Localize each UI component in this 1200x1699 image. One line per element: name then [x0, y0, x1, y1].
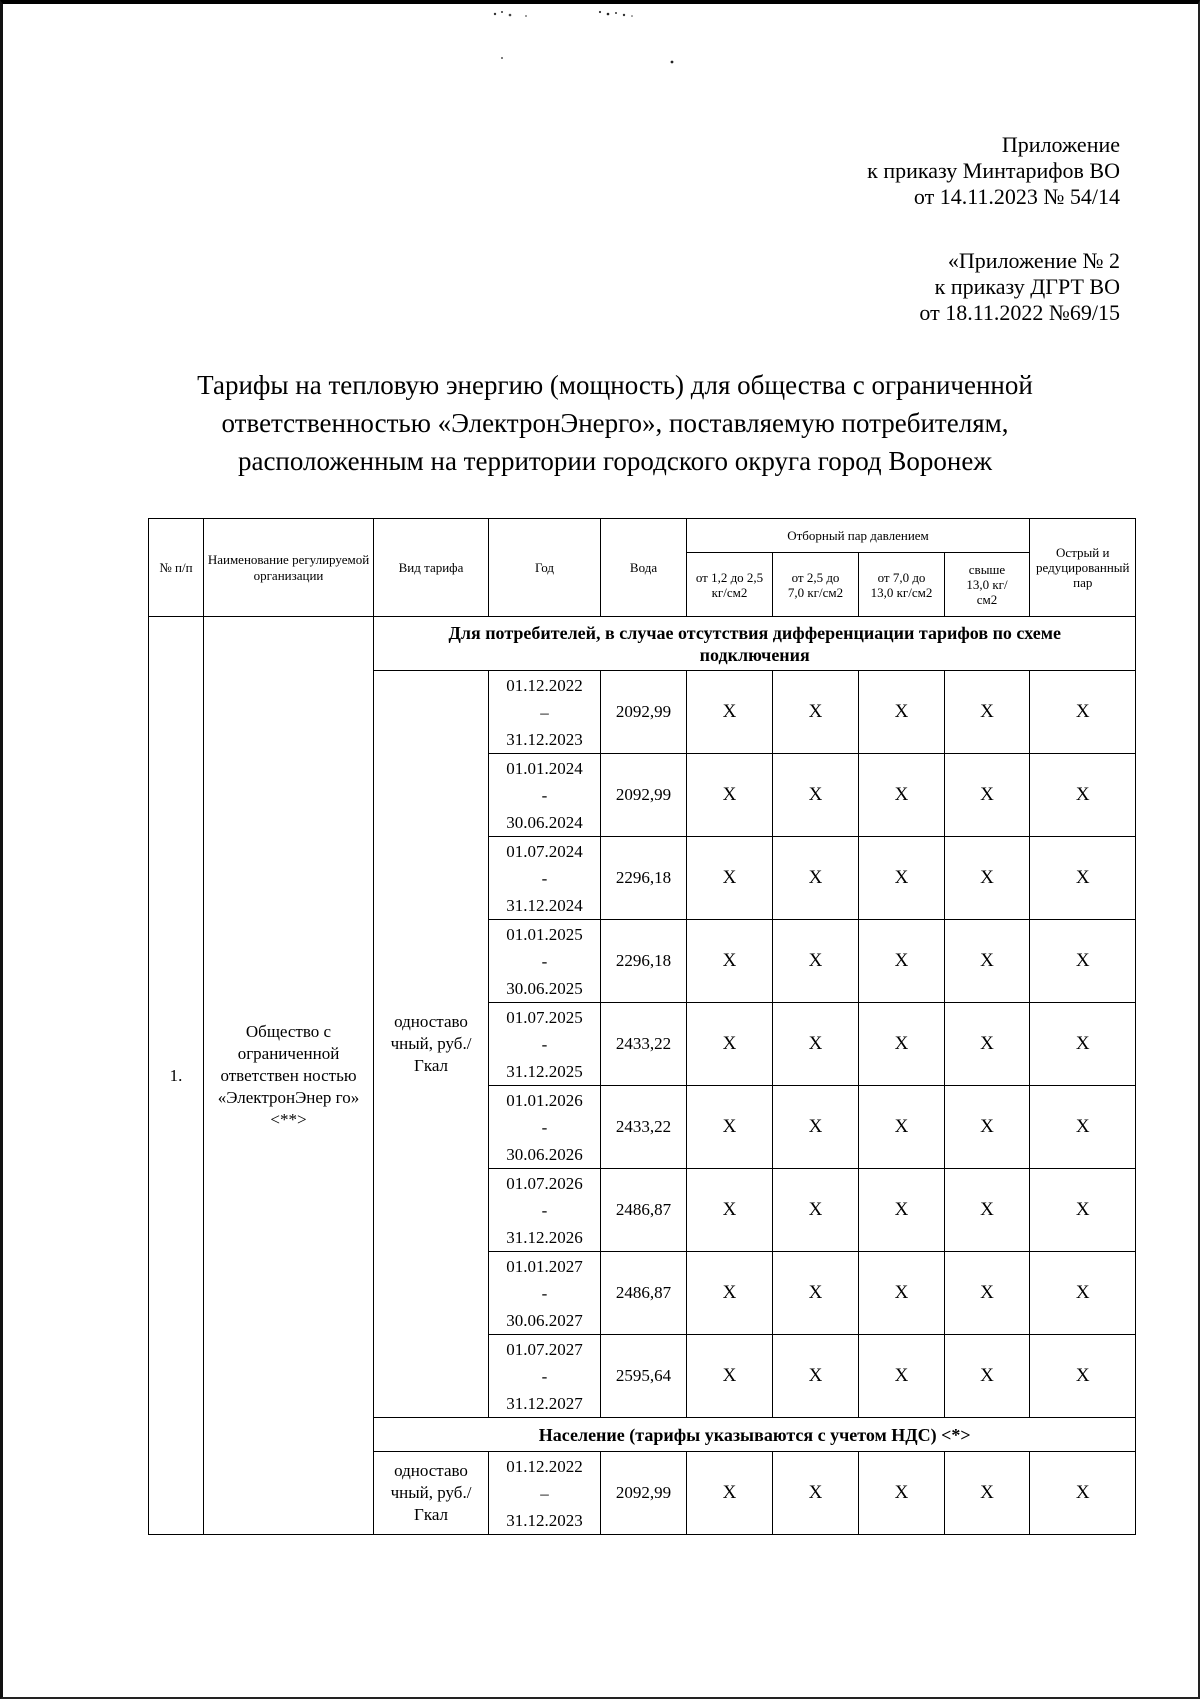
x-mark: X: [1030, 754, 1136, 837]
section-header-consumers: Для потребителей, в случае отсутствия дифференциации тарифов по схеме подключения: [374, 617, 1136, 671]
x-mark: X: [687, 1086, 773, 1169]
title-line: расположенным на территории городского округа город Воронеж: [237, 446, 993, 476]
period-start: 01.01.2025: [506, 924, 583, 944]
appendix-line: Приложение: [1001, 132, 1120, 157]
col-header-org: Наименование регулируемой организации: [204, 519, 374, 617]
x-mark: X: [687, 837, 773, 920]
period-cell: [489, 1086, 601, 1169]
row-number: 1.: [149, 617, 204, 1535]
period-end: 30.06.2027: [506, 1310, 583, 1330]
col-header-water: Вода: [601, 519, 687, 617]
period-cell: [489, 1003, 601, 1086]
x-mark: X: [687, 754, 773, 837]
x-mark: X: [687, 1169, 773, 1252]
x-mark: X: [859, 1003, 945, 1086]
period-cell: [489, 920, 601, 1003]
period-end: 30.06.2024: [506, 812, 583, 832]
x-mark: X: [687, 920, 773, 1003]
water-value: 2433,22: [601, 1003, 687, 1086]
x-mark: X: [945, 1086, 1030, 1169]
water-value: 2296,18: [601, 920, 687, 1003]
period-start: 01.12.2022: [506, 1456, 583, 1476]
x-mark: X: [773, 837, 859, 920]
x-mark: X: [1030, 837, 1136, 920]
period-cell: [489, 837, 601, 920]
x-mark: X: [773, 1252, 859, 1335]
x-mark: X: [945, 1252, 1030, 1335]
water-value: 2486,87: [601, 1169, 687, 1252]
period-cell: [489, 754, 601, 837]
x-mark: X: [773, 754, 859, 837]
period-cell: [489, 1452, 601, 1535]
period-sep: -: [541, 1117, 548, 1137]
period-sep: –: [540, 1483, 549, 1503]
x-mark: X: [773, 1086, 859, 1169]
appendix2-line: к приказу ДГРТ ВО: [934, 274, 1120, 299]
appendix2-line: от 18.11.2022 №69/15: [919, 300, 1120, 325]
x-mark: X: [773, 671, 859, 754]
x-mark: X: [687, 1003, 773, 1086]
x-mark: X: [1030, 1252, 1136, 1335]
x-mark: X: [859, 837, 945, 920]
period-start: 01.01.2026: [506, 1090, 583, 1110]
x-mark: X: [945, 754, 1030, 837]
x-mark: X: [773, 1452, 859, 1535]
period-end: 31.12.2027: [506, 1393, 583, 1413]
period-start: 01.01.2024: [506, 758, 583, 778]
col-header-sharp-steam: Острый и редуцированный пар: [1030, 519, 1136, 617]
period-cell: [489, 1335, 601, 1418]
section-header-population: Население (тарифы указываются с учетом НДС) <*>: [374, 1418, 1136, 1452]
col-header-steam-1: от 1,2 до 2,5 кг/см2: [687, 553, 773, 617]
col-header-num: № п/п: [149, 519, 204, 617]
x-mark: X: [1030, 1335, 1136, 1418]
appendix2-reference: [919, 248, 1120, 326]
period-end: 30.06.2025: [506, 978, 583, 998]
x-mark: X: [945, 920, 1030, 1003]
x-mark: X: [945, 1335, 1030, 1418]
water-value: 2092,99: [601, 754, 687, 837]
organization-name: Общество с ограниченной ответствен ностью «ЭлектронЭнер го» <**>: [204, 617, 374, 1535]
x-mark: X: [859, 1169, 945, 1252]
period-end: 31.12.2023: [506, 729, 583, 749]
x-mark: X: [945, 1003, 1030, 1086]
x-mark: X: [1030, 920, 1136, 1003]
water-value: 2433,22: [601, 1086, 687, 1169]
x-mark: X: [773, 1003, 859, 1086]
col-header-tariff-type: Вид тарифа: [374, 519, 489, 617]
x-mark: X: [1030, 1003, 1136, 1086]
x-mark: X: [859, 920, 945, 1003]
document-title: [150, 366, 1080, 480]
x-mark: X: [773, 1335, 859, 1418]
period-sep: -: [541, 868, 548, 888]
period-start: 01.07.2026: [506, 1173, 583, 1193]
scan-specks-decoration: [490, 6, 730, 66]
col-header-steam-group: Отборный пар давлением: [687, 519, 1030, 553]
period-sep: -: [541, 1200, 548, 1220]
x-mark: X: [687, 671, 773, 754]
water-value: 2486,87: [601, 1252, 687, 1335]
period-sep: -: [541, 951, 548, 971]
appendix2-line: «Приложение № 2: [947, 248, 1120, 273]
x-mark: X: [687, 1252, 773, 1335]
col-header-steam-3: от 7,0 до 13,0 кг/см2: [859, 553, 945, 617]
x-mark: X: [945, 837, 1030, 920]
period-end: 31.12.2023: [506, 1510, 583, 1530]
x-mark: X: [859, 1086, 945, 1169]
appendix-line: к приказу Минтарифов ВО: [867, 158, 1120, 183]
title-line: Тарифы на тепловую энергию (мощность) для общества с ограниченной: [197, 370, 1033, 400]
period-end: 31.12.2024: [506, 895, 583, 915]
x-mark: X: [859, 1452, 945, 1535]
x-mark: X: [945, 671, 1030, 754]
x-mark: X: [1030, 671, 1136, 754]
col-header-year: Год: [489, 519, 601, 617]
water-value: 2296,18: [601, 837, 687, 920]
appendix-line: от 14.11.2023 № 54/14: [913, 184, 1120, 209]
title-line: ответственностью «ЭлектронЭнерго», поставляемую потребителям,: [221, 408, 1009, 438]
period-cell: [489, 1169, 601, 1252]
period-start: 01.01.2027: [506, 1256, 583, 1276]
period-sep: -: [541, 1366, 548, 1386]
period-sep: -: [541, 785, 548, 805]
water-value: 2595,64: [601, 1335, 687, 1418]
period-end: 31.12.2026: [506, 1227, 583, 1247]
x-mark: X: [859, 754, 945, 837]
x-mark: X: [859, 1252, 945, 1335]
col-header-steam-4: свыше 13,0 кг/см2: [945, 553, 1030, 617]
x-mark: X: [945, 1452, 1030, 1535]
x-mark: X: [1030, 1086, 1136, 1169]
period-start: 01.12.2022: [506, 675, 583, 695]
tariff-type-cell: одноставо чный, руб./Гкал: [374, 671, 489, 1418]
x-mark: X: [773, 1169, 859, 1252]
period-start: 01.07.2027: [506, 1339, 583, 1359]
x-mark: X: [1030, 1169, 1136, 1252]
period-cell: [489, 1252, 601, 1335]
period-start: 01.07.2025: [506, 1007, 583, 1027]
appendix-reference: [867, 132, 1120, 210]
water-value: 2092,99: [601, 671, 687, 754]
period-sep: -: [541, 1283, 548, 1303]
x-mark: X: [859, 1335, 945, 1418]
tariff-table: [148, 518, 1136, 1535]
x-mark: X: [687, 1452, 773, 1535]
period-end: 31.12.2025: [506, 1061, 583, 1081]
x-mark: X: [945, 1169, 1030, 1252]
x-mark: X: [687, 1335, 773, 1418]
tariff-type-cell: одноставо чный, руб./Гкал: [374, 1452, 489, 1535]
period-cell: [489, 671, 601, 754]
period-sep: –: [540, 702, 549, 722]
x-mark: X: [1030, 1452, 1136, 1535]
period-start: 01.07.2024: [506, 841, 583, 861]
x-mark: X: [859, 671, 945, 754]
x-mark: X: [773, 920, 859, 1003]
water-value: 2092,99: [601, 1452, 687, 1535]
period-end: 30.06.2026: [506, 1144, 583, 1164]
period-sep: -: [541, 1034, 548, 1054]
col-header-steam-2: от 2,5 до 7,0 кг/см2: [773, 553, 859, 617]
